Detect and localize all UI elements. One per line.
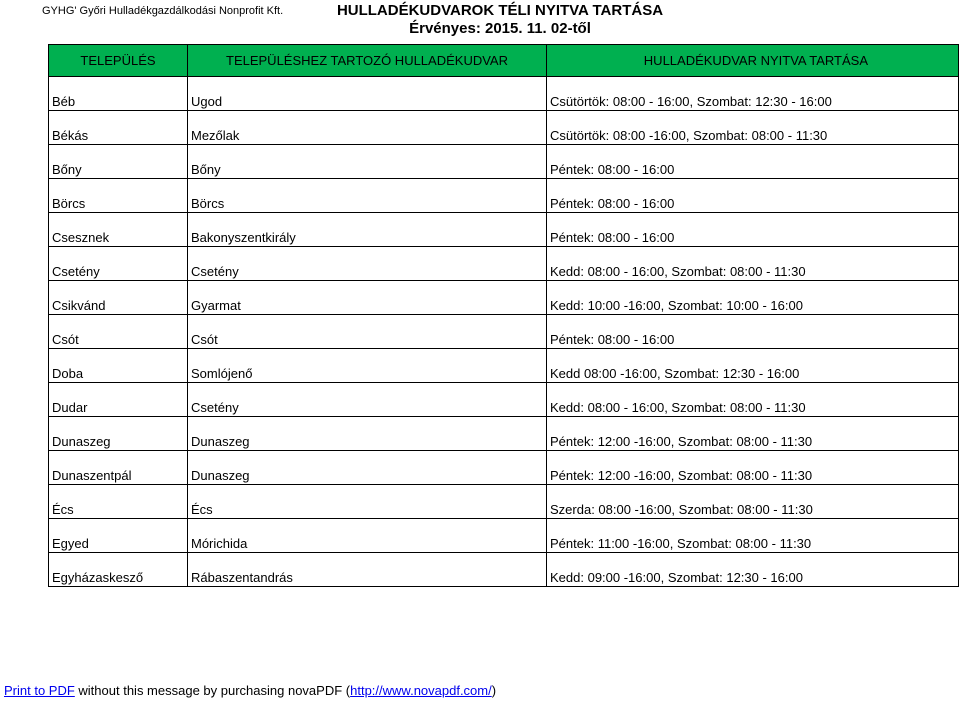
waste-yard-cell: Bakonyszentkirály	[188, 229, 547, 247]
waste-yard-cell: Rábaszentandrás	[188, 569, 547, 587]
spacer-cell	[188, 77, 547, 94]
waste-yard-cell: Mórichida	[188, 535, 547, 553]
settlement-cell: Egyed	[49, 535, 188, 553]
spacer-cell	[49, 111, 188, 128]
spacer-cell	[547, 111, 959, 128]
spacer-row	[49, 485, 959, 502]
spacer-row	[49, 349, 959, 366]
opening-hours-cell: Csütörtök: 08:00 -16:00, Szombat: 08:00 - 11:30	[547, 127, 959, 145]
settlement-cell: Doba	[49, 365, 188, 383]
spacer-cell	[188, 519, 547, 536]
print-to-pdf-link[interactable]: Print to PDF	[4, 683, 75, 698]
column-header-waste-yard: TELEPÜLÉSHEZ TARTOZÓ HULLADÉKUDVAR	[188, 45, 547, 77]
spacer-row	[49, 519, 959, 536]
spacer-cell	[49, 519, 188, 536]
spacer-row	[49, 145, 959, 162]
spacer-cell	[49, 485, 188, 502]
settlement-cell: Egyházaskesző	[49, 569, 188, 587]
page-subtitle: Érvényes: 2015. 11. 02-től	[409, 20, 591, 37]
opening-hours-cell: Kedd: 08:00 - 16:00, Szombat: 08:00 - 11:30	[547, 399, 959, 417]
waste-yard-cell: Mezőlak	[188, 127, 547, 145]
spacer-cell	[547, 315, 959, 332]
opening-hours-cell: Csütörtök: 08:00 - 16:00, Szombat: 12:30 - 16:00	[547, 93, 959, 111]
settlement-cell: Csetény	[49, 263, 188, 281]
spacer-row	[49, 111, 959, 128]
spacer-cell	[49, 417, 188, 434]
opening-hours-cell: Péntek: 08:00 - 16:00	[547, 161, 959, 179]
settlement-cell: Csikvánd	[49, 297, 188, 315]
spacer-cell	[547, 179, 959, 196]
spacer-cell	[188, 383, 547, 400]
opening-hours-cell: Péntek: 11:00 -16:00, Szombat: 08:00 - 11:30	[547, 535, 959, 553]
spacer-cell	[547, 553, 959, 570]
page-title: HULLADÉKUDVAROK TÉLI NYITVA TARTÁSA	[336, 2, 664, 19]
spacer-cell	[49, 281, 188, 298]
spacer-row	[49, 383, 959, 400]
spacer-cell	[188, 179, 547, 196]
settlement-cell: Dudar	[49, 399, 188, 417]
waste-yard-cell: Somlójenő	[188, 365, 547, 383]
opening-hours-cell: Kedd 08:00 -16:00, Szombat: 12:30 - 16:00	[547, 365, 959, 383]
spacer-row	[49, 213, 959, 230]
table-row	[49, 535, 959, 553]
spacer-cell	[547, 349, 959, 366]
settlement-cell: Béb	[49, 93, 188, 111]
opening-hours-cell: Szerda: 08:00 -16:00, Szombat: 08:00 - 11:30	[547, 501, 959, 519]
settlement-cell: Bőny	[49, 161, 188, 179]
spacer-cell	[49, 213, 188, 230]
spacer-cell	[188, 451, 547, 468]
spacer-row	[49, 179, 959, 196]
waste-yard-cell: Bőny	[188, 161, 547, 179]
spacer-cell	[547, 417, 959, 434]
footer-notice	[4, 683, 496, 699]
spacer-cell	[188, 111, 547, 128]
spacer-cell	[547, 485, 959, 502]
spacer-cell	[547, 281, 959, 298]
spacer-cell	[547, 213, 959, 230]
table-row	[49, 229, 959, 247]
settlement-cell: Csót	[49, 331, 188, 349]
settlement-cell: Csesznek	[49, 229, 188, 247]
waste-yard-cell: Dunaszeg	[188, 467, 547, 485]
spacer-cell	[49, 145, 188, 162]
novapdf-link[interactable]: http://www.novapdf.com/	[350, 683, 492, 698]
table-body	[49, 77, 959, 587]
waste-yard-cell: Gyarmat	[188, 297, 547, 315]
spacer-cell	[547, 519, 959, 536]
table-header-row	[49, 45, 959, 77]
opening-hours-cell: Péntek: 08:00 - 16:00	[547, 229, 959, 247]
opening-hours-cell: Péntek: 12:00 -16:00, Szombat: 08:00 - 11:30	[547, 433, 959, 451]
opening-hours-cell: Péntek: 08:00 - 16:00	[547, 331, 959, 349]
table-row	[49, 399, 959, 417]
spacer-row	[49, 77, 959, 94]
spacer-cell	[188, 247, 547, 264]
opening-hours-cell: Péntek: 12:00 -16:00, Szombat: 08:00 - 11:30	[547, 467, 959, 485]
opening-hours-cell: Péntek: 08:00 - 16:00	[547, 195, 959, 213]
spacer-cell	[49, 247, 188, 264]
schedule-table	[48, 44, 959, 587]
opening-hours-cell: Kedd: 09:00 -16:00, Szombat: 12:30 - 16:00	[547, 569, 959, 587]
table-row	[49, 161, 959, 179]
settlement-cell: Békás	[49, 127, 188, 145]
footer-text-end: )	[491, 683, 497, 698]
spacer-cell	[188, 417, 547, 434]
table-row	[49, 467, 959, 485]
table-row	[49, 195, 959, 213]
spacer-cell	[188, 213, 547, 230]
spacer-cell	[547, 77, 959, 94]
spacer-cell	[188, 281, 547, 298]
waste-yard-cell: Écs	[188, 501, 547, 519]
company-name: GYHG' Győri Hulladékgazdálkodási Nonprofit Kft.	[42, 5, 284, 17]
opening-hours-cell: Kedd: 10:00 -16:00, Szombat: 10:00 - 16:00	[547, 297, 959, 315]
waste-yard-cell: Ugod	[188, 93, 547, 111]
table-row	[49, 127, 959, 145]
spacer-cell	[49, 315, 188, 332]
footer-text: without this message by purchasing novaPDF (	[74, 683, 351, 698]
spacer-row	[49, 315, 959, 332]
settlement-cell: Dunaszentpál	[49, 467, 188, 485]
spacer-cell	[188, 349, 547, 366]
spacer-cell	[188, 145, 547, 162]
spacer-cell	[49, 451, 188, 468]
column-header-settlement: TELEPÜLÉS	[49, 45, 188, 77]
table-row	[49, 569, 959, 587]
spacer-cell	[49, 349, 188, 366]
spacer-row	[49, 553, 959, 570]
spacer-cell	[188, 485, 547, 502]
table-row	[49, 365, 959, 383]
spacer-cell	[547, 145, 959, 162]
waste-yard-cell: Dunaszeg	[188, 433, 547, 451]
spacer-row	[49, 417, 959, 434]
spacer-cell	[49, 179, 188, 196]
spacer-cell	[49, 383, 188, 400]
waste-yard-cell: Csetény	[188, 399, 547, 417]
column-header-opening-hours: HULLADÉKUDVAR NYITVA TARTÁSA	[547, 45, 959, 77]
waste-yard-cell: Csót	[188, 331, 547, 349]
spacer-row	[49, 281, 959, 298]
spacer-cell	[547, 247, 959, 264]
spacer-cell	[188, 553, 547, 570]
opening-hours-cell: Kedd: 08:00 - 16:00, Szombat: 08:00 - 11:30	[547, 263, 959, 281]
settlement-cell: Dunaszeg	[49, 433, 188, 451]
spacer-cell	[188, 315, 547, 332]
settlement-cell: Börcs	[49, 195, 188, 213]
spacer-cell	[49, 77, 188, 94]
settlement-cell: Écs	[49, 501, 188, 519]
spacer-row	[49, 451, 959, 468]
table-row	[49, 263, 959, 281]
table-row	[49, 501, 959, 519]
spacer-cell	[547, 451, 959, 468]
spacer-row	[49, 247, 959, 264]
table-row	[49, 93, 959, 111]
waste-yard-cell: Börcs	[188, 195, 547, 213]
table-row	[49, 297, 959, 315]
table-row	[49, 331, 959, 349]
waste-yard-cell: Csetény	[188, 263, 547, 281]
table-row	[49, 433, 959, 451]
spacer-cell	[547, 383, 959, 400]
spacer-cell	[49, 553, 188, 570]
